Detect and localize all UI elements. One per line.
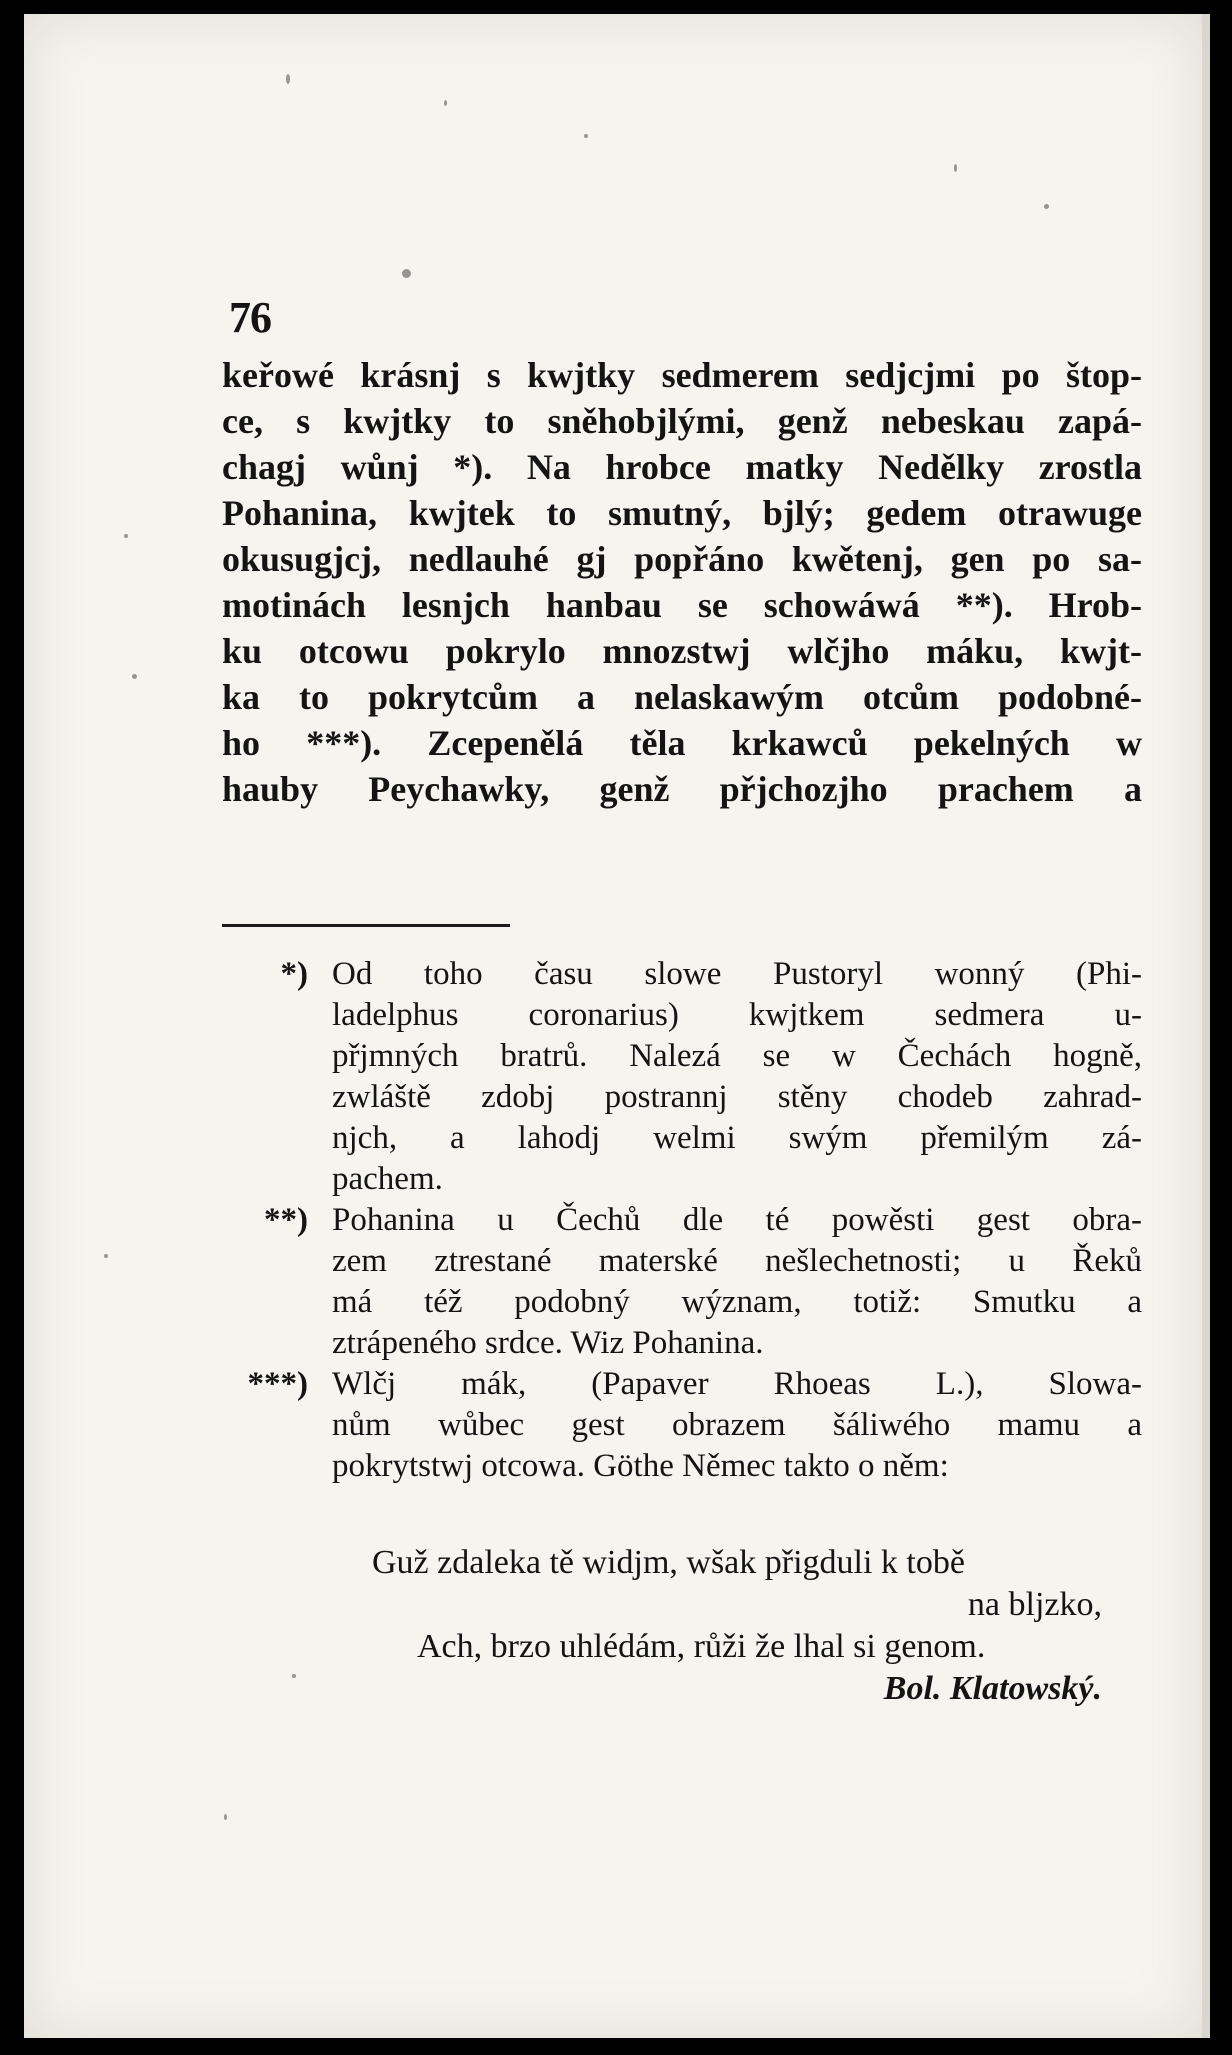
text-line: hauby Peychawky, genž přjchozjho prachem a [222, 769, 1142, 809]
text-line: ho ***). Zcepenělá těla krkawců pekelných w [222, 723, 1142, 763]
footnote-marker: **) [264, 1202, 308, 1238]
footnote-divider [222, 924, 510, 927]
text-line: okusugjcj, nedlauhé gj popřáno kwětenj, gen po sa- [222, 539, 1142, 579]
footnote-marker: ***) [247, 1366, 308, 1402]
poem-signature: Bol. Klatowský. [883, 1670, 1102, 1707]
text-line: ce, s kwjtky to sněhobjlými, genž nebeskau zapá- [222, 401, 1142, 441]
footnote-line: Od toho času slowe Pustoryl wonný (Phi- [332, 956, 1142, 992]
poem-line: na bljzko, [967, 1586, 1102, 1623]
footnote-line: Wlčj mák, (Papaver Rhoeas L.), Slowa- [332, 1366, 1142, 1402]
footnote-line: pachem. [332, 1161, 443, 1197]
footnote-line: Pohanina u Čechů dle té powěsti gest obra- [332, 1202, 1142, 1238]
footnote-line: přjmných bratrů. Nalezá se w Čechách hogně, [332, 1038, 1142, 1074]
page-number: 76 [229, 293, 271, 342]
footnote-3 [222, 1364, 1142, 1487]
text-line: Pohanina, kwjtek to smutný, bjlý; gedem otrawuge [222, 493, 1142, 533]
footnote-1 [222, 954, 1142, 1200]
footnote-body [332, 954, 1142, 1200]
footnote-line: má též podobný wýznam, totiž: Smutku a [332, 1284, 1142, 1320]
text-line: ku otcowu pokrylo mnozstwj wlčjho máku, kwjt- [222, 631, 1142, 671]
text-line: chagj wůnj *). Na hrobce matky Nedělky zrostla [222, 447, 1142, 487]
text-line: motinách lesnjch hanbau se schowáwá **). Hrob- [222, 585, 1142, 625]
poem-line: Guž zdaleka tě widjm, wšak přigduli k tobě [372, 1544, 965, 1581]
footnote-line: pokrytstwj otcowa. Göthe Němec takto o něm: [332, 1448, 949, 1484]
poem-line: Ach, brzo uhlédám, růži že lhal si genom. [417, 1628, 986, 1665]
footnote-line: zem ztrestané materské nešlechetnosti; u Řeků [332, 1243, 1142, 1279]
footnote-body [332, 1364, 1142, 1487]
main-text [222, 352, 1142, 812]
footnote-body [332, 1200, 1142, 1364]
footnote-marker: *) [280, 956, 308, 992]
footnote-line: zwláště zdobj postrannj stěny chodeb zahrad- [332, 1079, 1142, 1115]
text-line: keřowé krásnj s kwjtky sedmerem sedjcjmi po štop- [222, 355, 1142, 395]
book-page [24, 14, 1210, 2038]
text-line: ka to pokrytcům a nelaskawým otcům podobné- [222, 677, 1142, 717]
footnotes [222, 954, 1142, 1487]
footnote-line: ztrápeného srdce. Wiz Pohanina. [332, 1325, 764, 1361]
footnote-line: njch, a lahodj welmi swým přemilým zá- [332, 1120, 1142, 1156]
footnote-line: ladelphus coronarius) kwjtkem sedmera u- [332, 997, 1142, 1033]
poem-quote [222, 1542, 1142, 1710]
footnote-line: nům wůbec gest obrazem šáliwého mamu a [332, 1407, 1142, 1443]
footnote-2 [222, 1200, 1142, 1364]
